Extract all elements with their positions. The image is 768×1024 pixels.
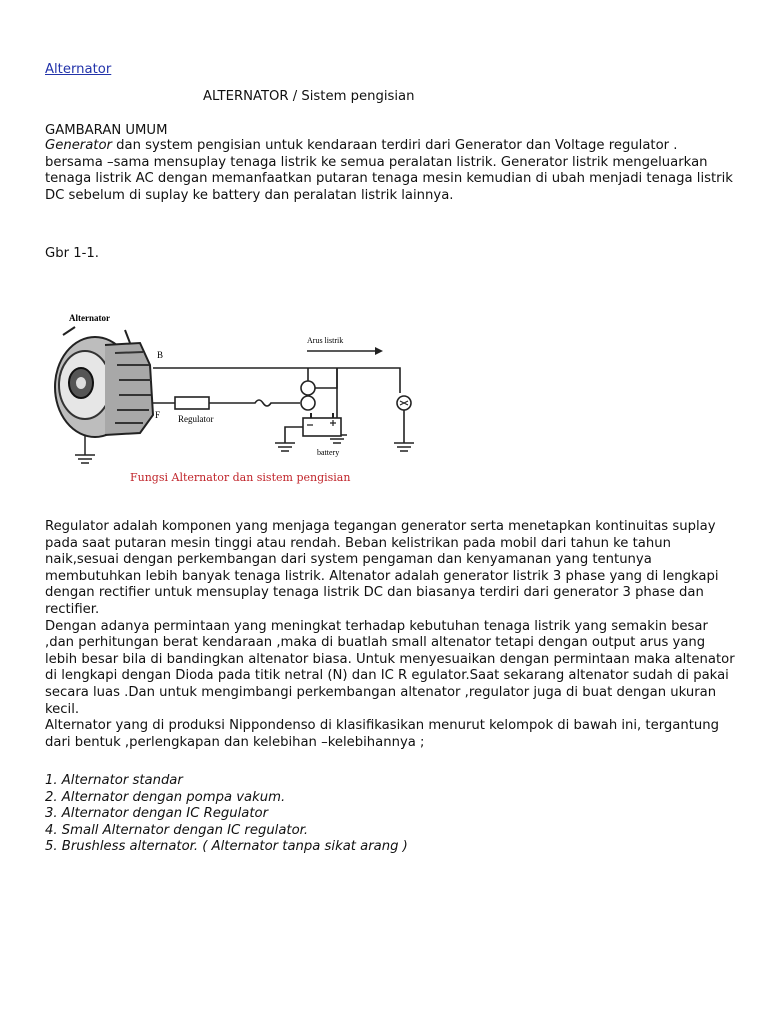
intro-text: dan system pengisian untuk kendaraan terdiri dari Generator dan Voltage regulator . bersama –sama mensuplay tenaga listrik ke semua peralatan listrik. Generator listrik mengeluarkan tenaga listrik AC dengan memanfaatkan putaran tenaga mesin kemudian di ubah menjadi tenaga listrik DC sebelum di suplay ke battery dan peralatan listrik lainnya.	[45, 138, 733, 203]
body-paragraph-1: Regulator adalah komponen yang menjaga tegangan generator serta menetapkan kontinuitas suplay pada saat putaran mesin tinggi atau rendah. Beban kelistrikan pada mobil dari tahun ke tahun naik,sesuai dengan perkembangan dari system pengaman dan kenyamanan yang tentunya membutuhkan lebih banyak tenaga listrik. Altenator adalah generator listrik 3 phase yang di lengkapi dengan rectifier untuk mensuplay tenaga listrik DC dan biasanya terdiri dari generator 3 phase dan rectifier.	[45, 519, 719, 617]
intro-paragraph	[45, 138, 735, 204]
list-item: 4. Small Alternator dengan IC regulator.	[45, 822, 309, 838]
current-label: Arus listrik	[307, 336, 344, 345]
terminal-f-label: F	[155, 410, 161, 420]
terminal-b-label: B	[157, 350, 164, 360]
list-item: 3. Alternator dengan IC Regulator	[45, 806, 269, 822]
alternator-image	[55, 327, 153, 463]
body-paragraph-2: Dengan adanya permintaan yang meningkat terhadap kebutuhan tenaga listrik yang semakin besar ,dan perhitungan berat kendaraan ,maka di buatlah small altenator tetapi dengan output arus yang lebih besar bila di bandingkan altenator biasa. Untuk menyesuaikan dengan permintaan maka altenator di lengkapi dengan Dioda pada titik netral (N) dan IC R egulator.Saat sekarang altenator sudah di pakai secara luas .Dan untuk mengimbangi perkembangan altenator ,regulator juga di buat dengan ukuran kecil.	[45, 618, 735, 717]
list-item: 1. Alternator standar	[45, 773, 183, 788]
document-title: ALTERNATOR / Sistem pengisian	[203, 89, 415, 104]
alternator-label: Alternator	[69, 313, 110, 323]
battery-label: battery	[317, 448, 340, 457]
list-item: 5. Brushless alternator. ( Alternator tanpa sikat arang )	[45, 839, 408, 855]
body-text	[45, 519, 735, 751]
section-heading: GAMBARAN UMUM	[45, 123, 168, 138]
alternator-link[interactable]: Alternator	[45, 62, 112, 77]
figure-caption: Fungsi Alternator dan sistem pengisian	[130, 471, 351, 484]
alternator-type-list	[45, 773, 408, 856]
body-paragraph-3: Alternator yang di produksi Nippondenso di klasifikasikan menurut kelompok di bawah ini, tergantung dari bentuk ,perlengkapan dan kelebihan –kelebihannya ;	[45, 718, 719, 750]
charging-system-diagram	[45, 305, 425, 490]
list-item: 2. Alternator dengan pompa vakum.	[45, 789, 286, 805]
regulator-label: Regulator	[178, 414, 214, 424]
figure-label: Gbr 1-1.	[45, 246, 99, 261]
intro-lead-word: Generator	[45, 138, 112, 153]
